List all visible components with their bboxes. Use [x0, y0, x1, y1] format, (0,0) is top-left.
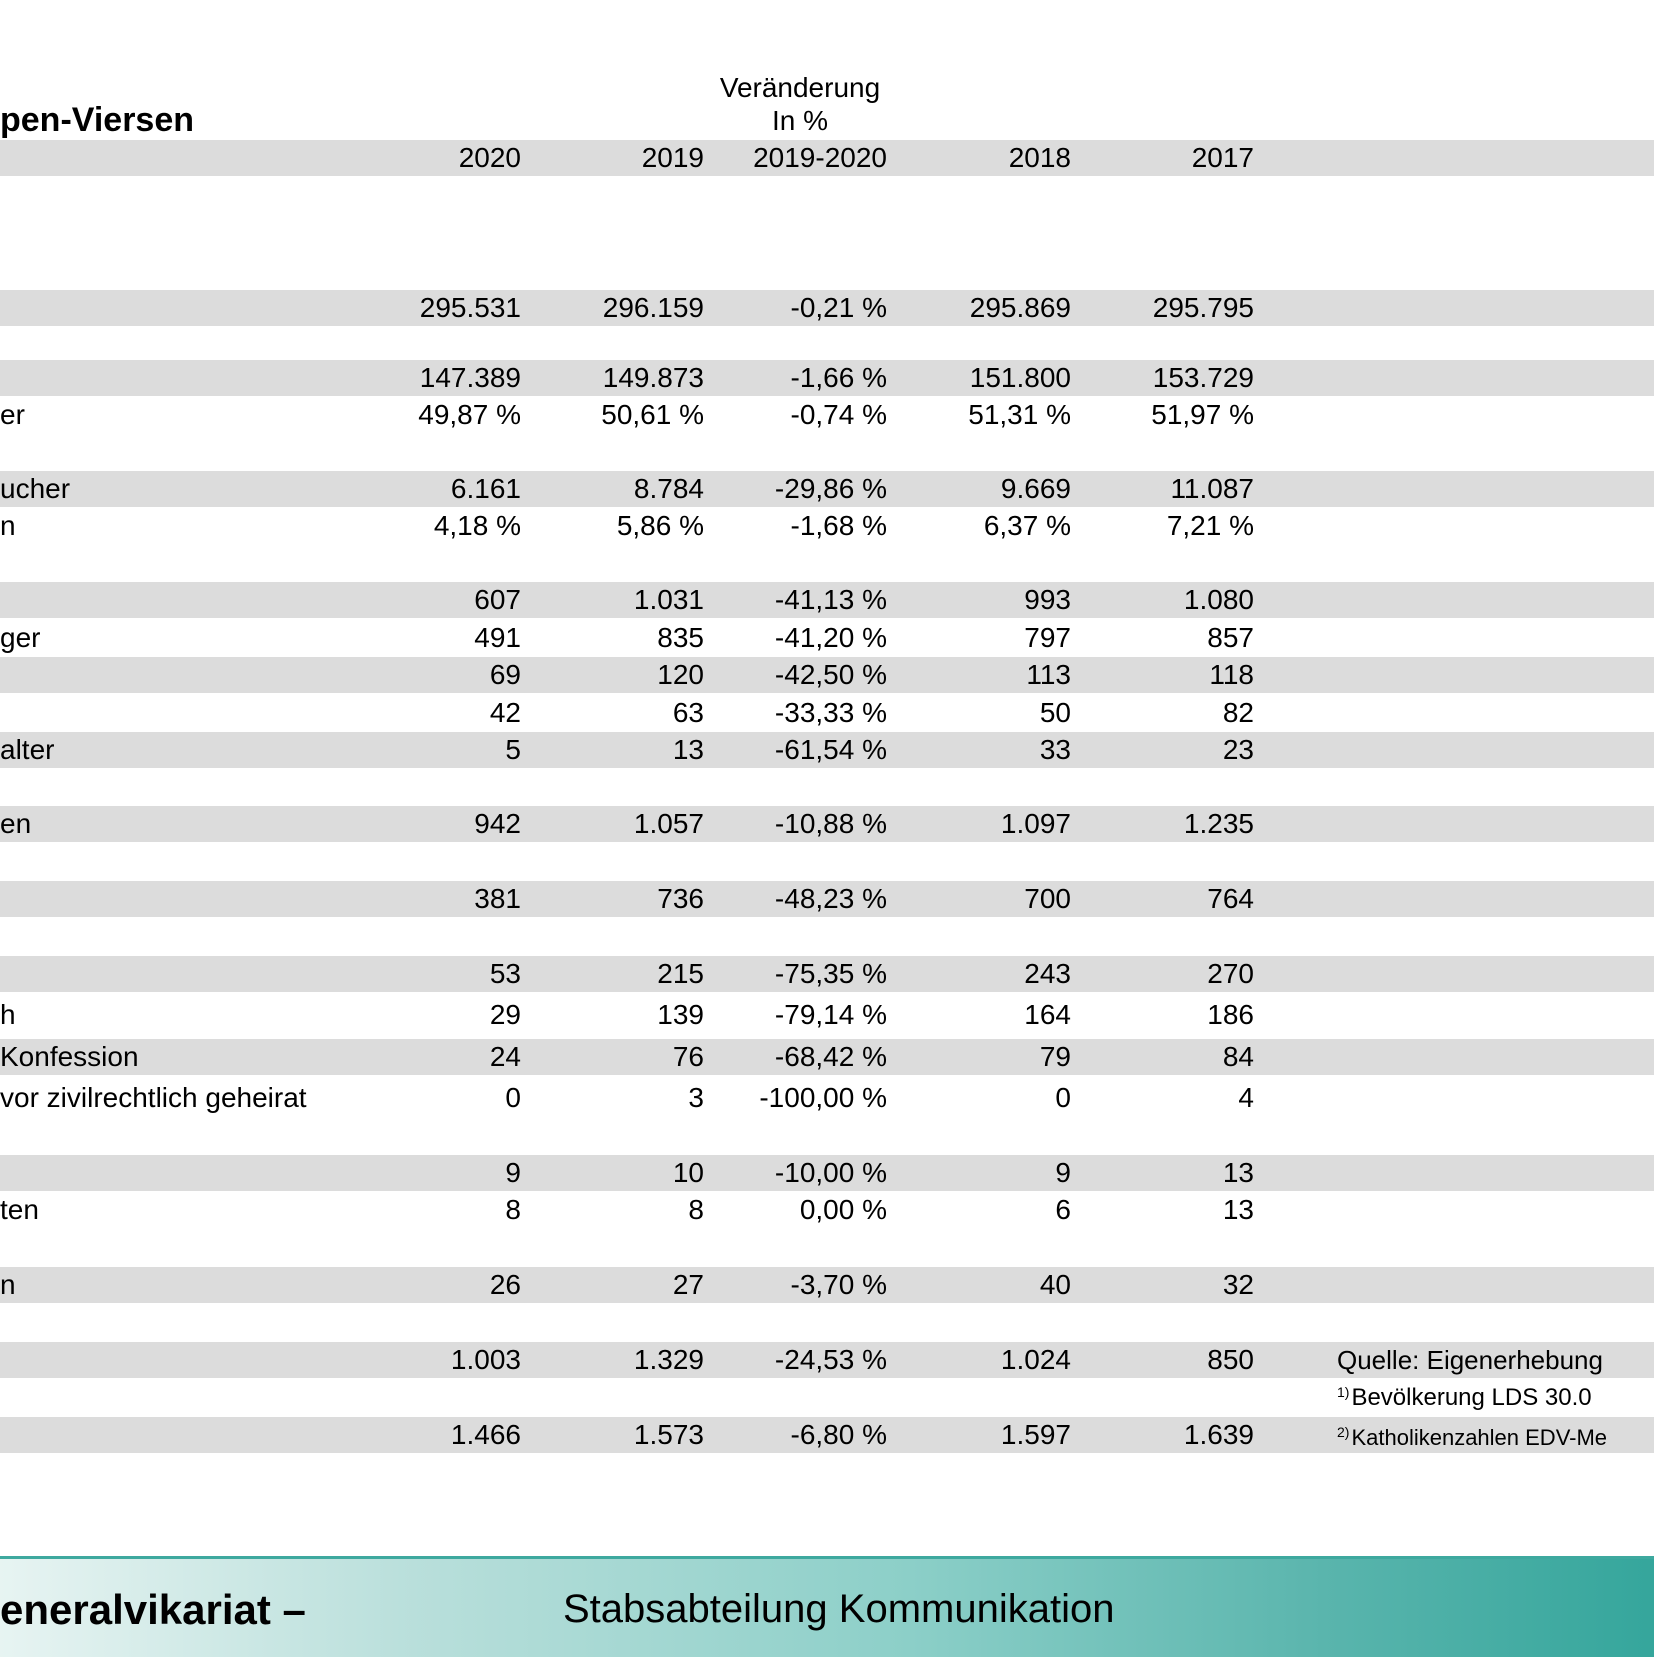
col-header-2018: 2018: [1008, 142, 1071, 173]
value-2017: 1.639: [1183, 1419, 1254, 1450]
value-2018: 9: [1055, 1157, 1071, 1188]
value-2017: 1.080: [1183, 584, 1254, 615]
value-2019: 215: [657, 958, 704, 989]
table-row: [0, 732, 1654, 768]
row-label: Konfession: [0, 1041, 139, 1072]
change-heading-line2: In %: [771, 105, 829, 136]
value-2019: 8.784: [633, 473, 704, 504]
value-2018: 797: [1024, 622, 1071, 653]
value-2017: 13: [1222, 1194, 1254, 1225]
table-row: [0, 620, 1654, 656]
value-change: -10,00 %: [774, 1157, 887, 1188]
value-2020: 42: [489, 697, 521, 728]
value-2017: 153.729: [1152, 362, 1254, 393]
value-2018: 1.024: [1000, 1344, 1071, 1375]
row-label: n: [0, 510, 16, 541]
value-change: -33,33 %: [774, 697, 887, 728]
table-row: [0, 1155, 1654, 1191]
value-2018: 33: [1039, 734, 1071, 765]
value-2017: 1.235: [1183, 808, 1254, 839]
value-2020: 69: [489, 659, 521, 690]
row-label: er: [0, 399, 25, 430]
value-2020: 29: [489, 999, 521, 1030]
value-2017: 186: [1207, 999, 1254, 1030]
value-change: -0,21 %: [790, 292, 887, 323]
table-row: [0, 881, 1654, 917]
value-2019: 50,61 %: [601, 399, 704, 430]
value-change: -29,86 %: [774, 473, 887, 504]
value-2018: 79: [1039, 1041, 1071, 1072]
table-row: [0, 471, 1654, 507]
value-2020: 295.531: [419, 292, 521, 323]
value-2019: 736: [657, 883, 704, 914]
value-2020: 26: [489, 1269, 521, 1300]
table-row: [0, 508, 1654, 544]
value-2018: 6: [1055, 1194, 1071, 1225]
value-2017: 118: [1209, 659, 1254, 690]
value-2018: 295.869: [969, 292, 1071, 323]
value-2019: 10: [672, 1157, 704, 1188]
value-2017: 7,21 %: [1166, 510, 1254, 541]
value-change: -48,23 %: [774, 883, 887, 914]
source-note: Quelle: Eigenerhebung: [1337, 1345, 1603, 1375]
value-change: -68,42 %: [774, 1041, 887, 1072]
row-label: h: [0, 999, 16, 1030]
table-row: [0, 290, 1654, 326]
value-2017: 11.087: [1170, 473, 1254, 504]
footer-bar: [0, 1556, 1654, 1657]
value-2020: 942: [474, 808, 521, 839]
value-2017: 84: [1222, 1041, 1254, 1072]
value-2019: 139: [657, 999, 704, 1030]
value-2017: 764: [1207, 883, 1254, 914]
table-row: [0, 997, 1654, 1033]
value-change: -100,00 %: [759, 1082, 887, 1113]
footnote-2-text: Katholikenzahlen EDV-Me: [1351, 1425, 1608, 1450]
value-2019: 5,86 %: [616, 510, 704, 541]
value-2020: 6.161: [450, 473, 521, 504]
value-2018: 6,37 %: [983, 510, 1071, 541]
col-header-2017: 2017: [1191, 142, 1254, 173]
value-change: -41,20 %: [774, 622, 887, 653]
value-2020: 1.003: [450, 1344, 521, 1375]
value-2020: 5: [505, 734, 521, 765]
footnote-1: [1337, 1384, 1592, 1412]
value-change: 0,00 %: [799, 1194, 887, 1225]
value-2018: 40: [1039, 1269, 1071, 1300]
value-2019: 1.573: [633, 1419, 704, 1450]
footer-department: Stabsabteilung Kommunikation: [563, 1587, 1115, 1631]
footnote-1-mark: 1): [1337, 1384, 1350, 1400]
value-2020: 1.466: [450, 1419, 521, 1450]
table-row: [0, 1267, 1654, 1303]
row-label: ten: [0, 1194, 39, 1225]
table-row: [0, 657, 1654, 693]
table-row: [0, 582, 1654, 618]
value-2018: 1.597: [1000, 1419, 1071, 1450]
value-2017: 13: [1222, 1157, 1254, 1188]
col-header-change: 2019-2020: [753, 142, 887, 173]
value-2019: 120: [657, 659, 704, 690]
value-2017: 295.795: [1152, 292, 1254, 323]
value-change: -61,54 %: [774, 734, 887, 765]
value-2018: 1.097: [1000, 808, 1071, 839]
value-2017: 850: [1207, 1344, 1254, 1375]
value-2019: 1.329: [633, 1344, 704, 1375]
table-row: [0, 695, 1654, 731]
value-2019: 296.159: [602, 292, 704, 323]
value-2017: 23: [1222, 734, 1254, 765]
value-2020: 381: [474, 883, 521, 914]
table-row: [0, 1192, 1654, 1228]
value-2020: 491: [474, 622, 521, 653]
value-change: -1,66 %: [790, 362, 887, 393]
row-label: n: [0, 1269, 16, 1300]
row-label: en: [0, 808, 32, 839]
value-2020: 4,18 %: [433, 510, 521, 541]
table-row: [0, 360, 1654, 396]
value-2017: 270: [1207, 958, 1254, 989]
value-2019: 8: [688, 1194, 704, 1225]
change-heading-line1: Veränderung: [719, 72, 881, 103]
value-2020: 0: [505, 1082, 521, 1113]
region-title: pen-Viersen: [0, 101, 195, 139]
value-2017: 82: [1222, 697, 1254, 728]
value-change: -3,70 %: [790, 1269, 887, 1300]
change-column-heading: [700, 71, 900, 137]
footnote-1-text: Bevölkerung LDS 30.0: [1351, 1384, 1592, 1411]
value-change: -75,35 %: [774, 958, 887, 989]
value-2020: 24: [489, 1041, 521, 1072]
value-2017: 51,97 %: [1151, 399, 1254, 430]
value-2020: 147.389: [419, 362, 521, 393]
value-2020: 9: [505, 1157, 521, 1188]
table-row: [0, 956, 1654, 992]
value-2020: 49,87 %: [418, 399, 521, 430]
year-header-row: [0, 140, 1654, 176]
value-2018: 50: [1039, 697, 1071, 728]
value-change: -79,14 %: [774, 999, 887, 1030]
footer-organisation: eneralvikariat –: [0, 1586, 306, 1633]
footnote-2: [1337, 1424, 1607, 1451]
value-2018: 113: [1026, 659, 1071, 690]
row-label: ger: [0, 622, 41, 653]
value-change: -6,80 %: [790, 1419, 887, 1450]
value-2018: 0: [1055, 1082, 1071, 1113]
value-change: -10,88 %: [774, 808, 887, 839]
value-2019: 1.031: [633, 584, 704, 615]
value-2018: 164: [1024, 999, 1071, 1030]
value-change: -0,74 %: [790, 399, 887, 430]
value-2019: 63: [672, 697, 704, 728]
value-change: -1,68 %: [790, 510, 887, 541]
value-2019: 835: [657, 622, 704, 653]
value-2017: 4: [1238, 1082, 1254, 1113]
row-label: vor zivilrechtlich geheirat: [0, 1082, 307, 1113]
col-header-2020: 2020: [458, 142, 521, 173]
value-2020: 607: [474, 584, 521, 615]
value-2018: 243: [1024, 958, 1071, 989]
value-2019: 13: [672, 734, 704, 765]
row-label: alter: [0, 734, 55, 765]
value-2018: 993: [1024, 584, 1071, 615]
table-row: [0, 397, 1654, 433]
value-2018: 9.669: [1000, 473, 1071, 504]
value-2017: 32: [1222, 1269, 1254, 1300]
value-2019: 27: [672, 1269, 704, 1300]
value-2019: 149.873: [602, 362, 704, 393]
value-change: -24,53 %: [774, 1344, 887, 1375]
value-2018: 51,31 %: [968, 399, 1071, 430]
value-2020: 8: [505, 1194, 521, 1225]
value-2019: 76: [672, 1041, 704, 1072]
col-header-2019: 2019: [641, 142, 704, 173]
table-row: [0, 1039, 1654, 1075]
value-change: -41,13 %: [774, 584, 887, 615]
value-2018: 700: [1024, 883, 1071, 914]
value-2020: 53: [489, 958, 521, 989]
table-row: [0, 806, 1654, 842]
table-row: [0, 1080, 1654, 1116]
footnote-2-mark: 2): [1337, 1424, 1350, 1440]
value-2017: 857: [1207, 622, 1254, 653]
row-label: ucher: [0, 473, 71, 504]
value-2019: 3: [688, 1082, 704, 1113]
value-change: -42,50 %: [774, 659, 887, 690]
value-2018: 151.800: [969, 362, 1071, 393]
value-2019: 1.057: [633, 808, 704, 839]
